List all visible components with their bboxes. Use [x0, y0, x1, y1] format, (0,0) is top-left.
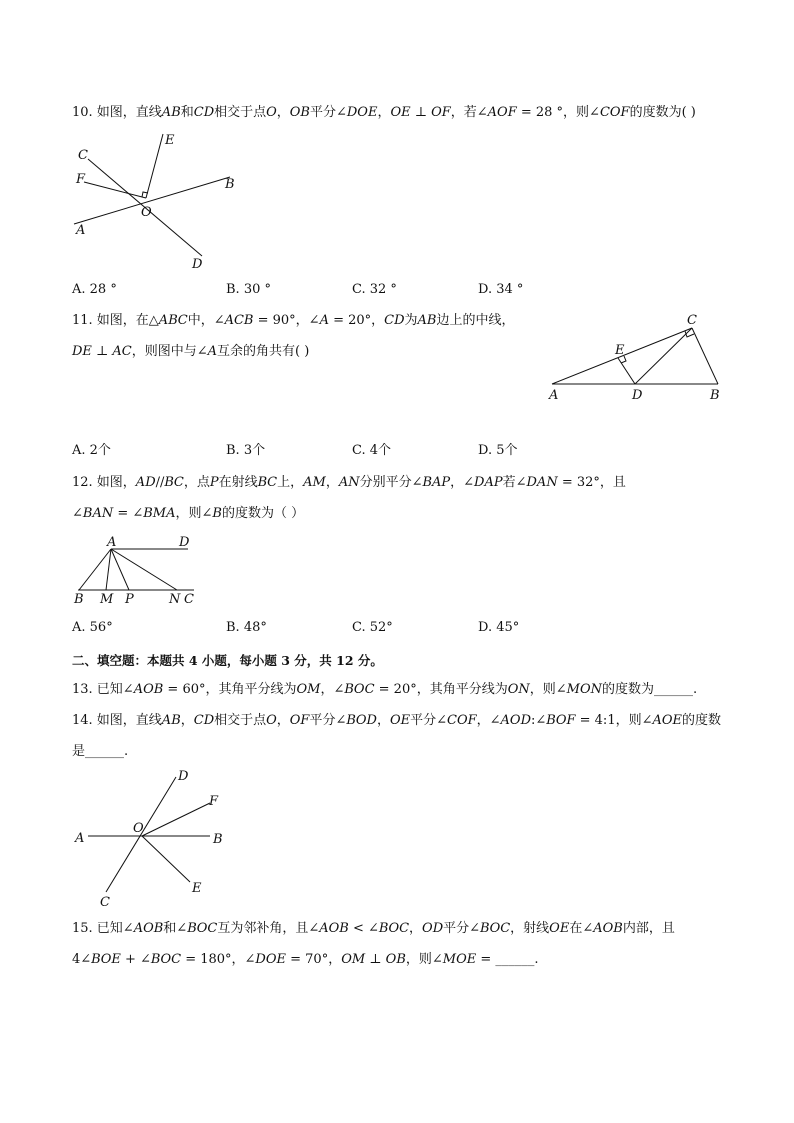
q12-figure — [70, 533, 200, 608]
q10-label-c: C — [78, 148, 88, 163]
q12-label-p: P — [125, 592, 134, 607]
q14-figure — [70, 765, 240, 915]
q12-label-d: D — [179, 535, 190, 550]
q15-text-line2: 4∠𝐵𝑂𝐸 + ∠𝐵𝑂𝐶 = 180°，∠𝐷𝑂𝐸 = 70°，𝑂𝑀 ⊥ 𝑂𝐵，则∠𝑀𝑂𝐸 = ______. — [72, 952, 539, 967]
q11-text-line1: 11. 如图，在△𝐴𝐵𝐶中，∠𝐴𝐶𝐵 = 90°，∠𝐴 = 20°，𝐶𝐷为𝐴𝐵边上的中线， — [72, 313, 515, 328]
section-heading-fill-in: 二、填空题：本题共 4 小题，每小题 3 分，共 12 分。 — [72, 653, 383, 668]
q11-option-a[interactable]: A. 2个 — [72, 443, 111, 458]
q10-option-c[interactable]: C. 32 ° — [352, 282, 397, 297]
q14-text-line2: 是______. — [72, 744, 129, 759]
q14-label-c: C — [100, 895, 110, 910]
q12-text-line2: ∠𝐵𝐴𝑁 = ∠𝐵𝑀𝐴，则∠𝐵的度数为（ ） — [72, 506, 305, 521]
q12-option-b[interactable]: B. 48° — [226, 620, 267, 635]
q11-label-e: E — [615, 343, 625, 358]
q11-right-angle-mark-c — [685, 331, 694, 337]
q12-option-d[interactable]: D. 45° — [478, 620, 520, 635]
q12-label-c: C — [184, 592, 194, 607]
q14-label-e: E — [192, 881, 202, 896]
q11-label-b: B — [710, 388, 720, 403]
q12-label-b: B — [74, 592, 84, 607]
q12-label-n: N — [169, 592, 181, 607]
q10-label-a: A — [76, 223, 86, 238]
q10-label-f: F — [76, 172, 86, 187]
q11-label-c: C — [687, 313, 697, 328]
q11-label-a: A — [549, 388, 559, 403]
q12-segment-ab — [79, 549, 111, 590]
q12-segment-an — [111, 549, 177, 590]
q14-ray-oe — [142, 836, 190, 882]
q10-line-ab — [74, 177, 230, 224]
q12-label-m: M — [100, 592, 114, 607]
q14-ray-of — [142, 803, 210, 836]
q11-option-b[interactable]: B. 3个 — [226, 443, 266, 458]
q11-segment-de — [618, 358, 635, 384]
q11-option-c[interactable]: C. 4个 — [352, 443, 392, 458]
q10-option-b[interactable]: B. 30 ° — [226, 282, 271, 297]
q10-option-a[interactable]: A. 28 ° — [72, 282, 117, 297]
q12-text-line1: 12. 如图，𝐴𝐷//𝐵𝐶，点𝑃在射线𝐵𝐶上，𝐴𝑀，𝐴𝑁分别平分∠𝐵𝐴𝑃，∠𝐷𝐴𝑃若∠𝐷𝐴𝑁 = 32°，且 — [72, 475, 626, 490]
q11-label-d: D — [632, 388, 643, 403]
q12-option-a[interactable]: A. 56° — [72, 620, 113, 635]
q10-label-b: B — [225, 177, 235, 192]
q14-label-d: D — [178, 769, 189, 784]
q10-figure — [70, 130, 250, 275]
q10-label-e: E — [165, 133, 175, 148]
q13-text: 13. 已知∠𝐴𝑂𝐵 = 60°，其角平分线为𝑂𝑀，∠𝐵𝑂𝐶 = 20°，其角平分线为𝑂𝑁，则∠𝑀𝑂𝑁的度数为______. — [72, 682, 698, 697]
q11-text-line2: 𝐷𝐸 ⊥ 𝐴𝐶，则图中与∠𝐴互余的角共有( ) — [72, 344, 310, 359]
q10-label-o: O — [141, 205, 152, 220]
q14-label-b: B — [213, 832, 223, 847]
q14-label-f: F — [209, 794, 219, 809]
q11-option-d[interactable]: D. 5个 — [478, 443, 518, 458]
q12-option-c[interactable]: C. 52° — [352, 620, 393, 635]
q14-text-line1: 14. 如图，直线𝐴𝐵，𝐶𝐷相交于点𝑂，𝑂𝐹平分∠𝐵𝑂𝐷，𝑂𝐸平分∠𝐶𝑂𝐹，∠𝐴𝑂𝐷:∠𝐵𝑂𝐹 = 4:1，则∠𝐴𝑂𝐸的度数 — [72, 713, 722, 728]
q11-side-bc — [692, 328, 718, 384]
q14-label-a: A — [75, 831, 85, 846]
q10-ray-of — [84, 182, 146, 198]
q10-label-d: D — [192, 257, 203, 272]
q11-median-cd — [635, 328, 692, 384]
q11-figure — [545, 312, 725, 404]
q10-option-d[interactable]: D. 34 ° — [478, 282, 524, 297]
q14-label-o: O — [133, 821, 144, 836]
q12-label-a: A — [107, 535, 117, 550]
q10-text: 10. 如图，直线𝐴𝐵和𝐶𝐷相交于点𝑂，𝑂𝐵平分∠𝐷𝑂𝐸，𝑂𝐸 ⊥ 𝑂𝐹，若∠𝐴𝑂𝐹 = 28 °，则∠𝐶𝑂𝐹的度数为( ) — [72, 105, 696, 120]
q10-ray-oe — [146, 134, 163, 198]
q15-text-line1: 15. 已知∠𝐴𝑂𝐵和∠𝐵𝑂𝐶互为邻补角，且∠𝐴𝑂𝐵 < ∠𝐵𝑂𝐶，𝑂𝐷平分∠𝐵𝑂𝐶，射线𝑂𝐸在∠𝐴𝑂𝐵内部，且 — [72, 921, 675, 936]
